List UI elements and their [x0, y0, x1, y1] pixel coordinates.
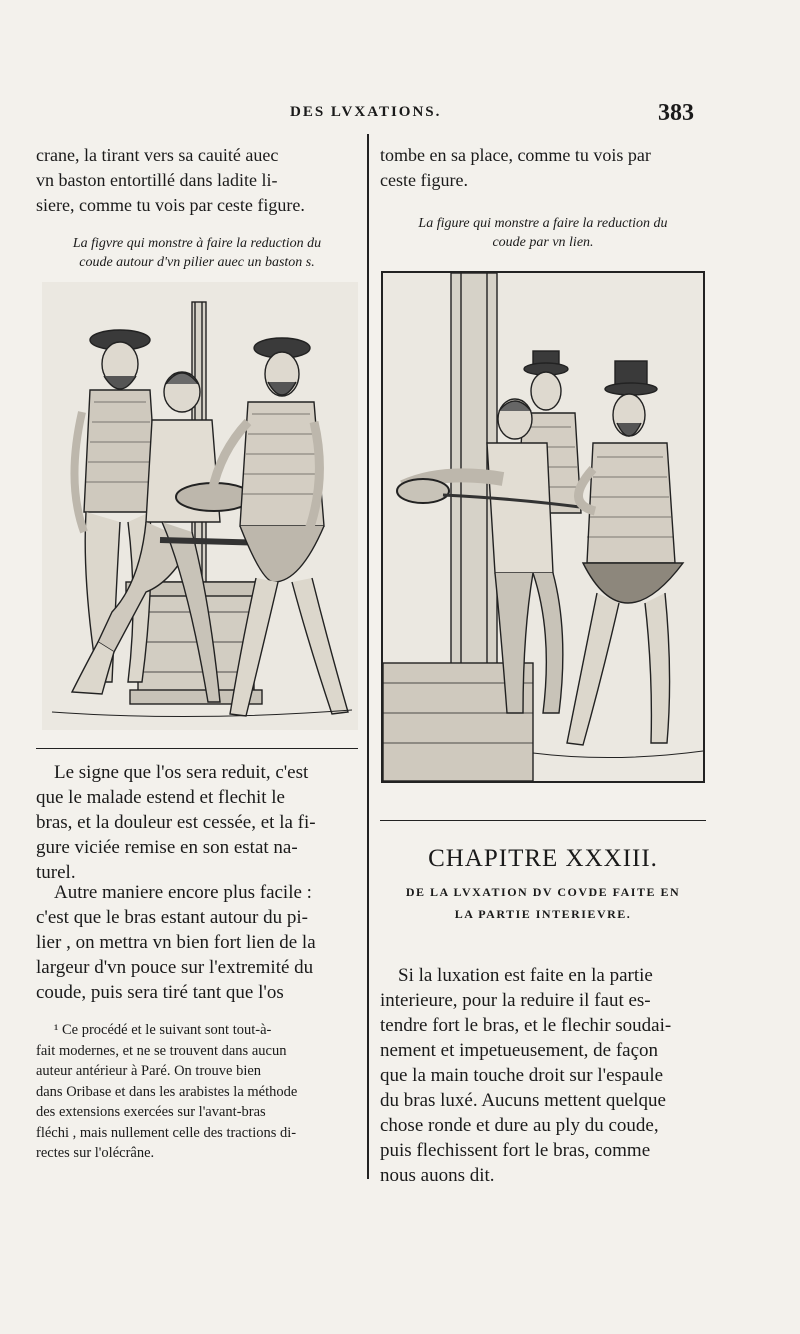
footnote-line-4: dans Oribase et dans les arabistes la méthode [36, 1083, 298, 1100]
left-p1-line-4: gure viciée remise en son estat na- [36, 837, 298, 858]
left-top-line-3: siere, comme tu vois par ceste figure. [36, 195, 305, 215]
left-rule [36, 748, 358, 749]
right-p-line-1: Si la luxation est faite en la partie [398, 965, 653, 986]
left-caption-line-2: coude autour d'vn pilier auec un baston s. [79, 255, 315, 270]
right-caption-line-1: La figure qui monstre a faire la reduction du [418, 216, 668, 231]
left-paragraph-1 [36, 760, 358, 885]
right-caption [380, 214, 706, 252]
right-engraving-drawing [383, 273, 703, 781]
right-p-line-6: du bras luxé. Aucuns mettent quelque [380, 1090, 666, 1111]
left-top-line-2: vn baston entortillé dans ladite li- [36, 170, 278, 190]
left-p1-line-3: bras, et la douleur est cessée, et la fi- [36, 812, 316, 833]
chapter-subtitle-line-1: DE LA LVXATION DV COVDE FAITE EN [405, 885, 681, 899]
left-engraving-drawing [42, 282, 358, 730]
left-top-line-1: crane, la tirant vers sa cauité auec [36, 145, 279, 165]
right-p-line-3: tendre fort le bras, et le flechir soudai- [380, 1015, 672, 1036]
right-p-line-9: nous auons dit. [380, 1165, 495, 1186]
right-top-line-2: ceste figure. [380, 170, 468, 190]
chapter-title: CHAPITRE XXXIII. [428, 845, 658, 872]
left-caption [36, 234, 358, 272]
right-p-line-4: nement et impetueusement, de façon [380, 1040, 659, 1061]
footnote-line-7: rectes sur l'olécrâne. [36, 1145, 155, 1161]
left-engraving [42, 282, 358, 730]
right-caption-line-2: coude par vn lien. [492, 235, 594, 250]
left-p2-line-4: largeur d'vn pouce sur l'extremité du [36, 957, 314, 978]
footnote-line-1: ¹ Ce procédé et le suivant sont tout-à- [54, 1022, 272, 1038]
right-p-line-2: interieure, pour la reduire il faut es- [380, 990, 651, 1011]
running-head: DES LVXATIONS. [290, 104, 442, 120]
column-divider [367, 134, 369, 1179]
right-paragraph [380, 963, 706, 1188]
left-p1-line-2: que le malade estend et flechit le [36, 787, 285, 808]
right-engraving [381, 271, 705, 783]
page-number: 383 [658, 100, 694, 126]
left-p2-line-5: coude, puis sera tiré tant que l'os [36, 982, 284, 1003]
right-p-line-7: chose ronde et dure au ply du coude, [380, 1115, 659, 1136]
footnote-line-6: fléchi , mais nullement celle des tractions di- [36, 1124, 297, 1141]
right-p-line-8: puis flechissent fort le bras, comme [380, 1140, 651, 1161]
footnote-line-5: des extensions exercées sur l'avant-bras [36, 1104, 266, 1120]
chapter-heading [380, 845, 706, 925]
left-footnote [36, 1020, 358, 1164]
left-caption-line-1: La figvre qui monstre à faire la reduction du [72, 236, 322, 251]
left-paragraph-2 [36, 880, 358, 1005]
left-p2-line-2: c'est que le bras estant autour du pi- [36, 907, 308, 928]
left-p2-line-1: Autre maniere encore plus facile : [54, 882, 312, 903]
footnote-line-3: auteur antérieur à Paré. On trouve bien [36, 1063, 262, 1079]
left-top-text [36, 143, 358, 218]
right-top-text [380, 143, 706, 193]
left-p2-line-3: lier , on mettra vn bien fort lien de la [36, 932, 316, 953]
chapter-subtitle-line-2: LA PARTIE INTERIEVRE. [454, 907, 632, 921]
right-rule [380, 820, 706, 821]
right-top-line-1: tombe en sa place, comme tu vois par [380, 145, 651, 165]
right-p-line-5: que la main touche droit sur l'espaule [380, 1065, 664, 1086]
left-p1-line-1: Le signe que l'os sera reduit, c'est [54, 762, 309, 783]
left-p1-line-5: turel. [36, 862, 76, 883]
footnote-line-2: fait modernes, et ne se trouvent dans aucun [36, 1042, 287, 1059]
